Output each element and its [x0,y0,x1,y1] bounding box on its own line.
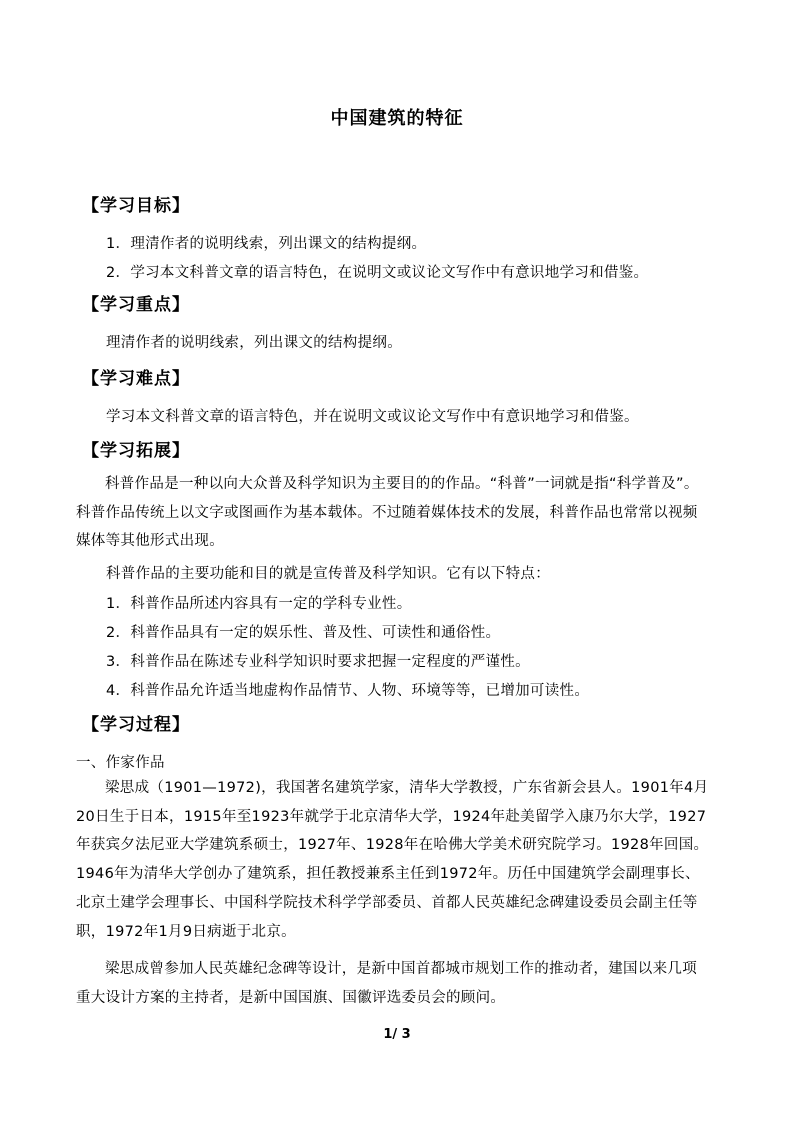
page-number: 1/ 3 [383,1027,411,1042]
objective-item-2: 2．学习本文科普文章的语言特色，在说明文或议论文写作中有意识地学习和借鉴。 [106,265,649,281]
heading-extension: 【学习拓展】 [82,441,190,461]
process-paragraph-2: 梁思成曾参加人民英雄纪念碑等设计，是新中国首都城市规划工作的推动者，建国以来几项重大设计方案的主持者，是新中国国旗、国徽评选委员会的顾问。 [76,961,697,1006]
extension-item-4: 4．科普作品允许适当地虚构作品情节、人物、环境等等，已增加可读性。 [106,683,590,699]
extension-paragraph-2: 科普作品的主要功能和目的就是宣传普及科学知识。它有以下特点： [106,566,550,582]
extension-item-2: 2．科普作品具有一定的娱乐性、普及性、可读性和通俗性。 [106,625,501,641]
process-subheading: 一、作家作品 [76,755,165,771]
document-title: 中国建筑的特征 [330,108,464,129]
heading-process: 【学习过程】 [82,715,190,735]
extension-paragraph-1: 科普作品是一种以向大众普及科学知识为主要目的的作品。“科普”一词就是指“科学普及”。科普作品传统上以文字或图画作为基本载体。不过随着媒体技术的发展，科普作品也常常以视频媒体等其他形式出现。 [76,476,699,550]
objective-item-1: 1．理清作者的说明线索，列出课文的结构提纲。 [106,236,427,252]
difficulties-text: 学习本文科普文章的语言特色，并在说明文或议论文写作中有意识地学习和借鉴。 [106,409,639,425]
extension-item-1: 1．科普作品所述内容具有一定的学科专业性。 [106,596,412,612]
heading-key-points: 【学习重点】 [82,295,190,315]
extension-item-3: 3．科普作品在陈述专业科学知识时要求把握一定程度的严谨性。 [106,654,530,670]
heading-objectives: 【学习目标】 [82,196,190,216]
process-paragraph-1: 梁思成（1901—1972)，我国著名建筑学家，清华大学教授，广东省新会县人。1901年4月20日生于日本，1915年至1923年就学于北京清华大学，1924年赴美留学入康乃尔大学，1927年获宾夕法尼亚大学建筑系硕士，1927年、1928年在哈佛大学美术研究院学习。1928年回国。 1946年为清华大学创办了建筑系，担任教授兼系主任到1972年。历任中国建筑学会副理事长、北京土建学会理事长、中国科学院技术科学学部委员、首都人民英雄纪念碑建设委员会副主任等职，1972年1月9日病逝于北京。 [76,780,709,940]
key-points-text: 理清作者的说明线索，列出课文的结构提纲。 [106,335,402,351]
heading-difficulties: 【学习难点】 [82,369,190,389]
